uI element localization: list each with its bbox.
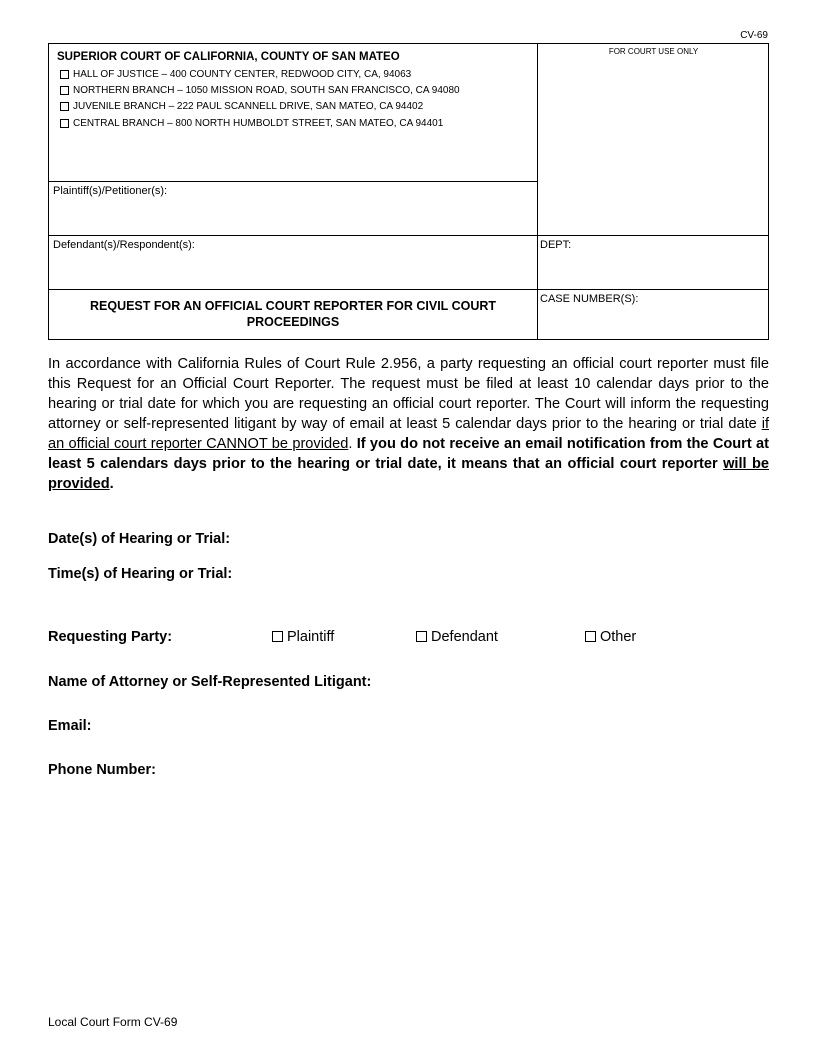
court-name: SUPERIOR COURT OF CALIFORNIA, COUNTY OF SAN MATEO bbox=[57, 51, 400, 63]
requesting-party-label: Requesting Party: bbox=[48, 629, 173, 645]
checkbox-defendant[interactable] bbox=[416, 631, 427, 642]
branch-option-juvenile[interactable] bbox=[60, 101, 423, 112]
dept-label: DEPT: bbox=[540, 239, 572, 251]
instructions-bold-end: . bbox=[109, 476, 114, 492]
checkbox-hall-of-justice[interactable] bbox=[60, 70, 69, 79]
defendant-label: Defendant(s)/Respondent(s): bbox=[53, 239, 195, 251]
case-number-label: CASE NUMBER(S): bbox=[540, 293, 639, 305]
party-option-defendant[interactable] bbox=[416, 629, 498, 645]
party-option-label: Other bbox=[600, 629, 637, 645]
instructions-bold: If you do not receive an email notification from the Court at least 5 calendars days prior to the hearing or trial date, it means that an official court reporter bbox=[48, 436, 770, 472]
checkbox-central-branch[interactable] bbox=[60, 119, 69, 128]
instructions-bold-underlined: will be provided bbox=[48, 456, 770, 492]
branch-label: NORTHERN BRANCH – 1050 MISSION ROAD, SOUTH SAN FRANCISCO, CA 94080 bbox=[73, 85, 460, 96]
branch-label: CENTRAL BRANCH – 800 NORTH HUMBOLDT STREET, SAN MATEO, CA 94401 bbox=[73, 118, 444, 129]
divider-defendant-title bbox=[49, 289, 768, 290]
party-option-other[interactable] bbox=[585, 629, 636, 645]
attorney-name-label: Name of Attorney or Self-Represented Litigant: bbox=[48, 674, 372, 690]
branch-option-northern[interactable] bbox=[60, 85, 460, 96]
form-title-line-1: REQUEST FOR AN OFFICIAL COURT REPORTER FOR CIVIL COURT bbox=[89, 299, 497, 313]
instructions-text-2: . bbox=[348, 436, 357, 452]
footer-form-name: Local Court Form CV-69 bbox=[48, 1015, 178, 1029]
branch-option-hall-of-justice[interactable] bbox=[60, 69, 411, 80]
divider-plaintiff-defendant bbox=[49, 235, 768, 236]
form-title bbox=[49, 298, 537, 330]
instructions-paragraph bbox=[48, 354, 769, 494]
checkbox-plaintiff[interactable] bbox=[272, 631, 283, 642]
checkbox-other[interactable] bbox=[585, 631, 596, 642]
dates-label: Date(s) of Hearing or Trial: bbox=[48, 531, 231, 547]
checkbox-northern-branch[interactable] bbox=[60, 86, 69, 95]
form-title-line-2: PROCEEDINGS bbox=[246, 315, 340, 329]
branch-label: JUVENILE BRANCH – 222 PAUL SCANNELL DRIVE, SAN MATEO, CA 94402 bbox=[73, 101, 424, 112]
plaintiff-label: Plaintiff(s)/Petitioner(s): bbox=[53, 185, 168, 197]
party-option-label: Defendant bbox=[431, 629, 498, 645]
table-divider-vertical bbox=[537, 44, 538, 339]
email-label: Email: bbox=[48, 718, 92, 734]
caption-table bbox=[48, 43, 769, 340]
phone-number-label: Phone Number: bbox=[48, 762, 156, 778]
instructions-underlined: if an official court reporter CANNOT be provided bbox=[48, 416, 769, 452]
court-use-only-label: FOR COURT USE ONLY bbox=[608, 47, 699, 56]
branch-option-central[interactable] bbox=[60, 118, 443, 129]
divider-court-plaintiff bbox=[49, 181, 537, 182]
party-option-plaintiff[interactable] bbox=[272, 629, 334, 645]
checkbox-juvenile-branch[interactable] bbox=[60, 102, 69, 111]
instructions-text: In accordance with California Rules of Court Rule 2.956, a party requesting an official court reporter must file this Request for an Official Court Reporter. The request must be filed at least 10 calendar days prior to the hearing or trial date for which you are requesting an official court reporter. The Court will inform the requesting attorney or self-represented litigant by way of email at least 5 calendar days prior to the hearing or trial date bbox=[48, 356, 769, 432]
times-label: Time(s) of Hearing or Trial: bbox=[48, 566, 233, 582]
form-id: CV-69 bbox=[740, 30, 768, 41]
branch-label: HALL OF JUSTICE – 400 COUNTY CENTER, REDWOOD CITY, CA, 94063 bbox=[73, 69, 412, 80]
party-option-label: Plaintiff bbox=[287, 629, 335, 645]
